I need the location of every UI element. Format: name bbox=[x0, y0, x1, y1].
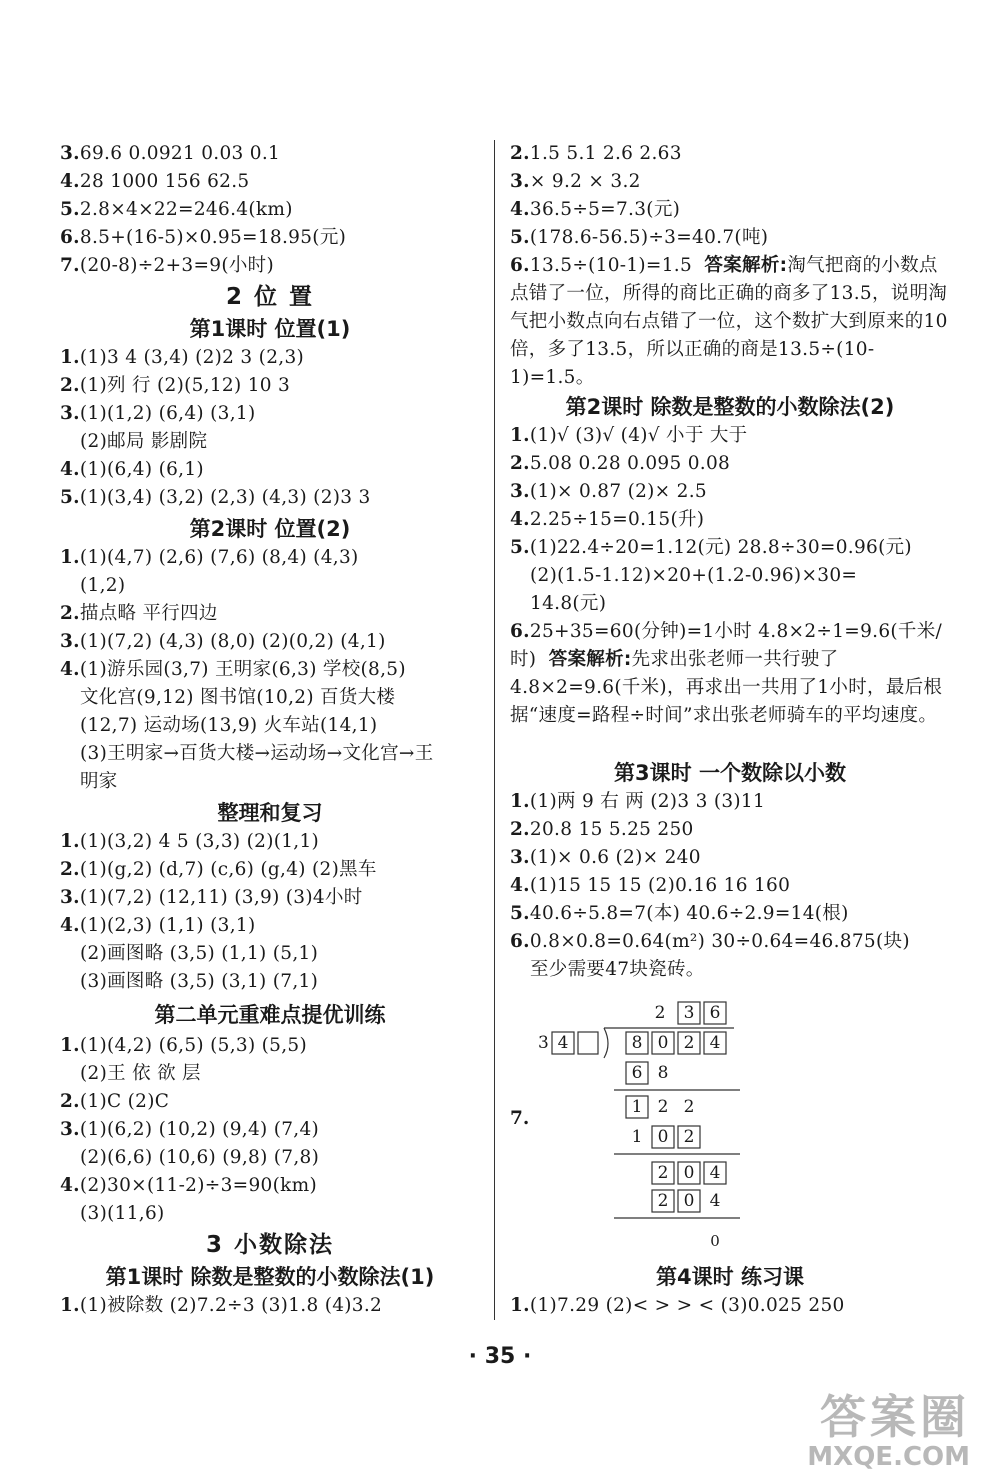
answer-line: 4.(1)(2,3) (1,1) (3,1) bbox=[60, 915, 256, 936]
answer-paragraph: 6.25+35=60(分钟)=1小时 4.8×2÷1=9.6(千米/时) 答案解析:先求出张老师一共行驶了4.8×2=9.6(千米)，再求出一共用了1小时，最后根据“速度=路程÷时间”求出张老师骑车的平均速度。 bbox=[510, 621, 943, 726]
answer-line: 1.(1)(3,2) 4 5 (3,3) (2)(1,1) bbox=[60, 831, 320, 852]
answer-line: 6.0.8×0.8=0.64(m²) 30÷0.64=46.875(块) bbox=[510, 931, 910, 952]
answer-line: (2)(1.5-1.12)×20+(1.2-0.96)×30= bbox=[530, 565, 858, 586]
answer-line: 3.(1)× 0.87 (2)× 2.5 bbox=[510, 481, 707, 502]
divisor-digit: 4 bbox=[557, 1033, 569, 1053]
answer-line: 3.× 9.2 × 3.2 bbox=[510, 171, 641, 192]
answer-line: 3.(1)× 0.6 (2)× 240 bbox=[510, 847, 701, 868]
answer-line: 1.(1)被除数 (2)7.2÷3 (3)1.8 (4)3.2 bbox=[60, 1295, 383, 1316]
answer-line: 4.2.25÷15=0.15(升) bbox=[510, 509, 705, 530]
long-division-diagram bbox=[510, 1003, 950, 1260]
watermark-title: 答案圈 bbox=[820, 1390, 970, 1444]
lesson-title: 第1课时 位置(1) bbox=[189, 317, 351, 341]
dividend-digit: 8 bbox=[631, 1033, 643, 1053]
lesson-title: 第4课时 练习课 bbox=[656, 1265, 804, 1289]
digit-box bbox=[578, 1032, 598, 1054]
answer-line: 1.(1)7.29 (2)< > > < (3)0.025 250 bbox=[510, 1295, 845, 1316]
answer-line: 3.(1)(6,2) (10,2) (9,4) (7,4) bbox=[60, 1119, 320, 1140]
step-digit: 0 bbox=[657, 1127, 669, 1147]
answer-line: 4.(1)游乐园(3,7) 王明家(6,3) 学校(8,5) bbox=[60, 659, 406, 680]
watermark-site: MXQE.COM bbox=[807, 1442, 970, 1472]
answer-line: 3.(1)(7,2) (12,11) (3,9) (3)4小时 bbox=[60, 887, 363, 908]
step-digit: 1 bbox=[631, 1127, 643, 1147]
answer-line: 2.5.08 0.28 0.095 0.08 bbox=[510, 453, 731, 474]
answer-line: 14.8(元) bbox=[530, 593, 607, 614]
dividend-digit: 4 bbox=[709, 1033, 721, 1053]
answer-line: 5.2.8×4×22=246.4(km) bbox=[60, 199, 293, 220]
step-digit: 6 bbox=[631, 1063, 643, 1083]
section-title: 整理和复习 bbox=[217, 801, 323, 825]
answer-line: 文化宫(9,12) 图书馆(10,2) 百货大楼 bbox=[80, 687, 396, 708]
answer-line: 5.40.6÷5.8=7(本) 40.6÷2.9=14(根) bbox=[510, 903, 849, 924]
answer-line: 3.(1)(1,2) (6,4) (3,1) bbox=[60, 403, 256, 424]
answer-line: 5.(178.6-56.5)÷3=40.7(吨) bbox=[510, 227, 769, 248]
answer-line: (2)画图略 (3,5) (1,1) (5,1) bbox=[80, 943, 319, 964]
watermark bbox=[807, 1392, 970, 1472]
answer-line: 2.(1)(g,2) (d,7) (c,6) (g,4) (2)黑车 bbox=[60, 859, 377, 880]
unit-title: 2 位 置 bbox=[225, 284, 315, 310]
step-digit: 2 bbox=[683, 1097, 695, 1117]
answer-line: 明家 bbox=[80, 771, 118, 792]
step-digit: 2 bbox=[657, 1097, 669, 1117]
divisor-digit: 3 bbox=[538, 1033, 549, 1053]
answer-line: 至少需要47块瓷砖。 bbox=[530, 959, 705, 980]
answer-line: 2.20.8 15 5.25 250 bbox=[510, 819, 694, 840]
quotient-digit: 6 bbox=[709, 1003, 721, 1023]
answer-line: 4.28 1000 156 62.5 bbox=[60, 171, 250, 192]
answer-line: 3.69.6 0.0921 0.03 0.1 bbox=[60, 143, 281, 164]
column-divider bbox=[494, 140, 495, 1320]
answer-line: 4.(1)(6,4) (6,1) bbox=[60, 459, 204, 480]
answer-line: (2)邮局 影剧院 bbox=[80, 431, 208, 452]
step-digit: 2 bbox=[657, 1163, 669, 1183]
answer-line: 2.1.5 5.1 2.6 2.63 bbox=[510, 143, 682, 164]
step-digit: 2 bbox=[657, 1191, 669, 1211]
step-digit: 2 bbox=[683, 1127, 695, 1147]
dividend-digit: 2 bbox=[683, 1033, 695, 1053]
step-digit: 0 bbox=[683, 1163, 695, 1183]
unit-title: 3 小数除法 bbox=[205, 1232, 334, 1258]
answer-line: 4.36.5÷5=7.3(元) bbox=[510, 199, 681, 220]
answer-line: 7.(20-8)÷2+3=9(小时) bbox=[60, 255, 274, 276]
answer-line: (3)画图略 (3,5) (3,1) (7,1) bbox=[80, 971, 319, 992]
answer-line: 1.(1)两 9 右 两 (2)3 3 (3)11 bbox=[510, 791, 766, 812]
answer-line: (1,2) bbox=[80, 575, 126, 596]
answer-line: 3.(1)(7,2) (4,3) (8,0) (2)(0,2) (4,1) bbox=[60, 631, 386, 652]
lesson-title: 第1课时 除数是整数的小数除法(1) bbox=[105, 1265, 435, 1289]
answer-line: 1.(1)(4,7) (2,6) (7,6) (8,4) (4,3) bbox=[60, 547, 359, 568]
lesson-title: 第2课时 除数是整数的小数除法(2) bbox=[565, 395, 895, 419]
answer-line: 1.(1)√ (3)√ (4)√ 小于 大于 bbox=[510, 425, 748, 446]
step-digit: 8 bbox=[657, 1063, 669, 1083]
answer-line: 5.(1)(3,4) (3,2) (2,3) (4,3) (2)3 3 bbox=[60, 487, 371, 508]
answer-line: 2.(1)C (2)C bbox=[60, 1091, 170, 1112]
answer-line: 5.(1)22.4÷20=1.12(元) 28.8÷30=0.96(元) bbox=[510, 537, 912, 558]
answer-line: (12,7) 运动场(13,9) 火车站(14,1) bbox=[80, 715, 378, 736]
step-digit: 4 bbox=[709, 1163, 721, 1183]
lesson-title: 第2课时 位置(2) bbox=[189, 517, 351, 541]
answer-line: 2.描点略 平行四边 bbox=[60, 603, 218, 624]
answer-line: 6.8.5+(16-5)×0.95=18.95(元) bbox=[60, 227, 347, 248]
answer-line: (3)王明家→百货大楼→运动场→文化宫→王 bbox=[80, 743, 434, 764]
answer-line: 4.(2)30×(11-2)÷3=90(km) bbox=[60, 1175, 317, 1196]
answer-line: 4.(1)15 15 15 (2)0.16 16 160 bbox=[510, 875, 791, 896]
remainder-digit: 0 bbox=[710, 1232, 720, 1250]
step-digit: 4 bbox=[709, 1191, 721, 1211]
section-title: 第二单元重难点提优训练 bbox=[154, 1003, 386, 1027]
answer-line: (2)王 依 欲 层 bbox=[80, 1063, 201, 1084]
answer-paragraph: 6.13.5÷(10-1)=1.5 答案解析:淘气把商的小数点点错了一位，所得的商比正确的商多了13.5，说明淘气把小数点向右点错了一位，这个数扩大到原来的10倍，多了13.5，所以正确的商是13.5÷(10-1)=1.5。 bbox=[510, 255, 948, 388]
long-division-svg bbox=[530, 996, 770, 1266]
answer-line: (2)(6,6) (10,6) (9,8) (7,8) bbox=[80, 1147, 320, 1168]
step-digit: 1 bbox=[631, 1097, 643, 1117]
answer-line: (3)(11,6) bbox=[80, 1203, 165, 1224]
quotient-digit: 3 bbox=[683, 1003, 695, 1023]
step-digit: 0 bbox=[683, 1191, 695, 1211]
answer-line: 1.(1)3 4 (3,4) (2)2 3 (2,3) bbox=[60, 347, 305, 368]
page-number: · 35 · bbox=[468, 1344, 532, 1369]
answer-line: 1.(1)(4,2) (6,5) (5,3) (5,5) bbox=[60, 1035, 307, 1056]
lesson-title: 第3课时 一个数除以小数 bbox=[614, 761, 846, 785]
question-number: 7. bbox=[510, 1108, 530, 1129]
answer-line: 2.(1)列 行 (2)(5,12) 10 3 bbox=[60, 375, 291, 396]
dividend-digit: 0 bbox=[657, 1033, 669, 1053]
quotient-digit: 2 bbox=[654, 1003, 666, 1023]
